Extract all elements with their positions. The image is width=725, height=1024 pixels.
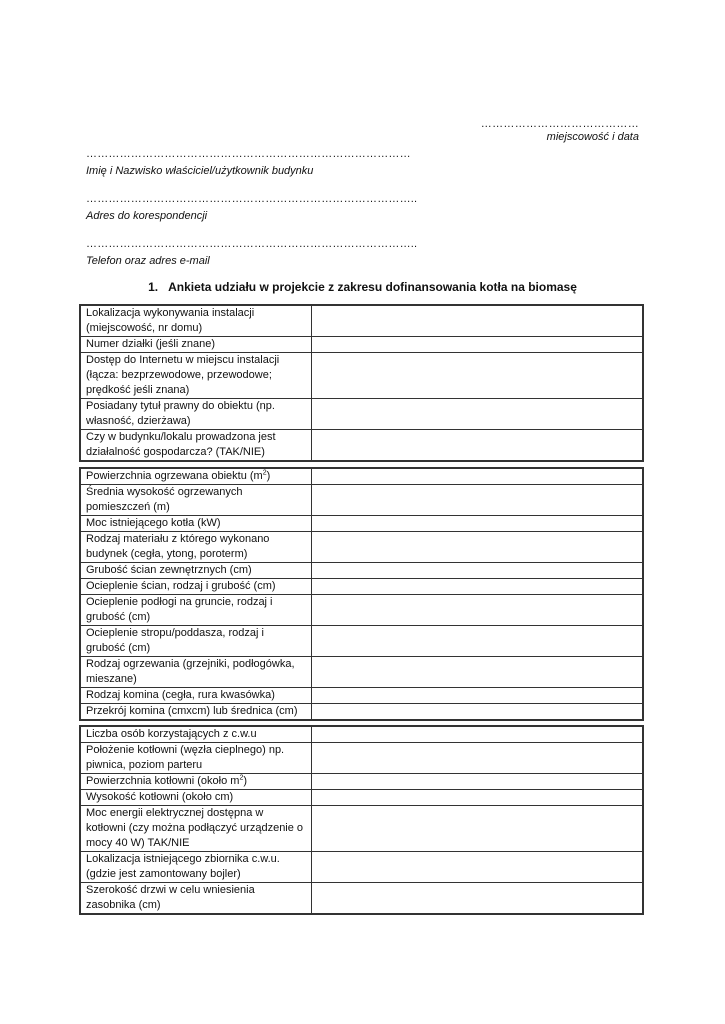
address-field[interactable] bbox=[86, 193, 417, 222]
contact-line[interactable]: …………………………………………………………………………….. bbox=[86, 238, 418, 250]
question-cell bbox=[80, 468, 312, 485]
question-cell: Przekrój komina (cmxcm) lub średnica (cm) bbox=[80, 704, 312, 721]
table-row bbox=[80, 532, 643, 563]
answer-cell[interactable] bbox=[312, 626, 644, 657]
answer-cell[interactable] bbox=[312, 430, 644, 462]
answer-cell[interactable] bbox=[312, 743, 644, 774]
question-text: Powierzchnia kotłowni (około m bbox=[86, 775, 240, 787]
question-cell: Wysokość kotłowni (około cm) bbox=[80, 790, 312, 806]
table-row bbox=[80, 353, 643, 399]
answer-cell[interactable] bbox=[312, 468, 644, 485]
question-cell: Moc istniejącego kotła (kW) bbox=[80, 516, 312, 532]
table-row bbox=[80, 399, 643, 430]
table-row bbox=[80, 688, 643, 704]
question-cell: Ocieplenie podłogi na gruncie, rodzaj i grubość (cm) bbox=[80, 595, 312, 626]
answer-cell[interactable] bbox=[312, 595, 644, 626]
owner-name-label: Imię i Nazwisko właściciel/użytkownik budynku bbox=[86, 165, 314, 177]
answer-cell[interactable] bbox=[312, 790, 644, 806]
question-text-close: ) bbox=[266, 470, 271, 482]
answer-cell[interactable] bbox=[312, 399, 644, 430]
answer-cell[interactable] bbox=[312, 532, 644, 563]
question-cell: Czy w budynku/lokalu prowadzona jest działalność gospodarcza? (TAK/NIE) bbox=[80, 430, 312, 462]
answer-cell[interactable] bbox=[312, 579, 644, 595]
location-table bbox=[79, 304, 644, 462]
owner-name-line[interactable]: …………………………………………………………………………… bbox=[86, 148, 411, 160]
answer-cell[interactable] bbox=[312, 688, 644, 704]
section-title-text: Ankieta udziału w projekcie z zakresu dofinansowania kotła na biomasę bbox=[168, 280, 577, 294]
table-row bbox=[80, 726, 643, 743]
question-text-close: ) bbox=[243, 775, 248, 787]
question-cell: Ocieplenie stropu/poddasza, rodzaj i grubość (cm) bbox=[80, 626, 312, 657]
table-row bbox=[80, 743, 643, 774]
table-row bbox=[80, 516, 643, 532]
question-cell: Numer działki (jeśli znane) bbox=[80, 337, 312, 353]
address-line[interactable]: …………………………………………………………………………….. bbox=[86, 193, 418, 205]
question-cell: Średnia wysokość ogrzewanych pomieszczeń (m) bbox=[80, 485, 312, 516]
contact-field[interactable] bbox=[86, 238, 417, 267]
question-cell: Rodzaj komina (cegła, rura kwasówka) bbox=[80, 688, 312, 704]
table-row bbox=[80, 337, 643, 353]
question-cell: Lokalizacja istniejącego zbiornika c.w.u. (gdzie jest zamontowany bojler) bbox=[80, 852, 312, 883]
answer-cell[interactable] bbox=[312, 852, 644, 883]
table-row bbox=[80, 626, 643, 657]
question-cell: Lokalizacja wykonywania instalacji (miejscowość, nr domu) bbox=[80, 305, 312, 337]
question-cell: Rodzaj ogrzewania (grzejniki, podłogówka, mieszane) bbox=[80, 657, 312, 688]
boiler-room-table bbox=[79, 725, 644, 915]
question-cell: Szerokość drzwi w celu wniesienia zasobnika (cm) bbox=[80, 883, 312, 915]
table-row bbox=[80, 657, 643, 688]
question-cell: Moc energii elektrycznej dostępna w kotłowni (czy można podłączyć urządzenie o mocy 40 W) TAK/NIE bbox=[80, 806, 312, 852]
answer-cell[interactable] bbox=[312, 726, 644, 743]
table-row bbox=[80, 485, 643, 516]
section-title bbox=[0, 280, 725, 294]
answer-cell[interactable] bbox=[312, 563, 644, 579]
answer-cell[interactable] bbox=[312, 774, 644, 790]
building-table bbox=[79, 467, 644, 721]
answer-cell[interactable] bbox=[312, 305, 644, 337]
contact-label: Telefon oraz adres e-mail bbox=[86, 255, 210, 267]
table-row bbox=[80, 563, 643, 579]
table-row bbox=[80, 790, 643, 806]
question-cell: Grubość ścian zewnętrznych (cm) bbox=[80, 563, 312, 579]
table-row bbox=[80, 579, 643, 595]
table-row bbox=[80, 806, 643, 852]
answer-cell[interactable] bbox=[312, 485, 644, 516]
question-cell bbox=[80, 774, 312, 790]
table-row bbox=[80, 430, 643, 462]
section-number: 1. bbox=[148, 280, 159, 294]
question-cell: Ocieplenie ścian, rodzaj i grubość (cm) bbox=[80, 579, 312, 595]
answer-cell[interactable] bbox=[312, 883, 644, 915]
owner-name-field[interactable] bbox=[86, 148, 411, 177]
answer-cell[interactable] bbox=[312, 657, 644, 688]
place-date-label: miejscowość i data bbox=[546, 131, 639, 143]
question-cell: Posiadany tytuł prawny do obiektu (np. własność, dzierżawa) bbox=[80, 399, 312, 430]
answer-cell[interactable] bbox=[312, 704, 644, 721]
address-label: Adres do korespondencji bbox=[86, 210, 208, 222]
table-row bbox=[80, 852, 643, 883]
question-cell: Położenie kotłowni (węzła cieplnego) np. piwnica, poziom parteru bbox=[80, 743, 312, 774]
place-date-line[interactable]: …………………………………… bbox=[480, 118, 639, 130]
question-cell: Dostęp do Internetu w miejscu instalacji (łącza: bezprzewodowe, przewodowe; prędkość jeśli znana) bbox=[80, 353, 312, 399]
answer-cell[interactable] bbox=[312, 353, 644, 399]
question-cell: Liczba osób korzystających z c.w.u bbox=[80, 726, 312, 743]
table-row bbox=[80, 595, 643, 626]
superscript: 2 bbox=[262, 469, 267, 477]
table-row bbox=[80, 305, 643, 337]
superscript: 2 bbox=[239, 774, 244, 782]
question-cell: Rodzaj materiału z którego wykonano budynek (cegła, ytong, poroterm) bbox=[80, 532, 312, 563]
question-text: Powierzchnia ogrzewana obiektu (m bbox=[86, 470, 263, 482]
table-row bbox=[80, 704, 643, 721]
answer-cell[interactable] bbox=[312, 337, 644, 353]
table-row bbox=[80, 468, 643, 485]
table-row bbox=[80, 774, 643, 790]
table-row bbox=[80, 883, 643, 915]
answer-cell[interactable] bbox=[312, 516, 644, 532]
answer-cell[interactable] bbox=[312, 806, 644, 852]
